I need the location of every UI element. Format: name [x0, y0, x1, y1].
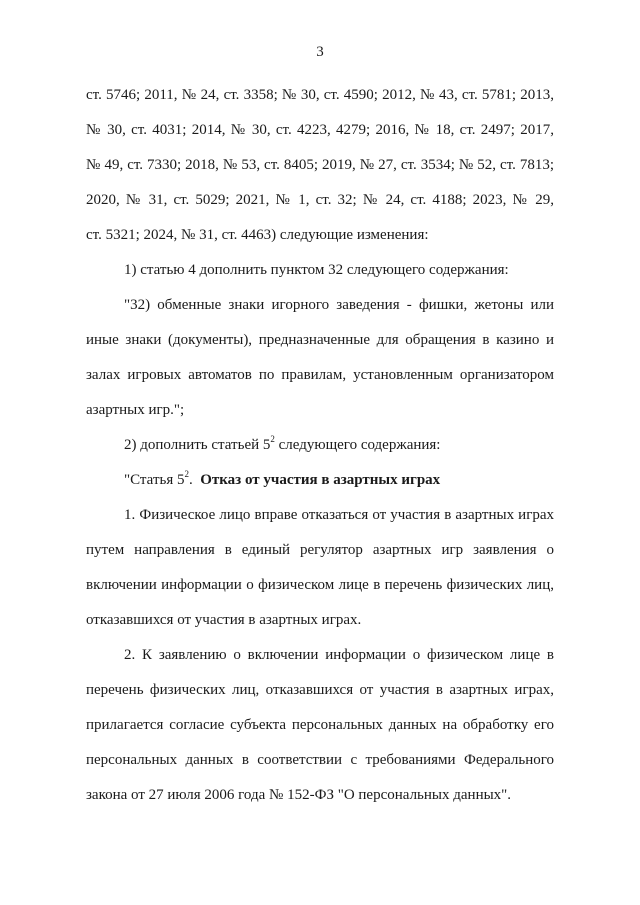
amendment-item-2-sup: 2	[270, 434, 275, 444]
document-body	[86, 78, 554, 813]
amendment-item-2-after: следующего содержания:	[274, 437, 441, 453]
article-title: Отказ от участия в азартных играх	[200, 472, 441, 488]
article-paragraph-1: 1. Физическое лицо вправе отказаться от участия в азартных играх путем направления в единый регулятор азартных игр заявления о включении информации о физическом лице в перечень физических лиц, отказавшихся от участия в азартных играх.	[86, 507, 554, 628]
intro-line-4: 2020, № 31, ст. 5029; 2021, № 1, ст. 32; № 24, ст. 4188; 2023, № 29,	[86, 192, 554, 208]
amendment-item-2	[86, 428, 554, 463]
article-paragraph-2: 2. К заявлению о включении информации о физическом лице в перечень физических лиц, отказавшихся от участия в азартных играх, прилагается согласие субъекта персональных данных на обработку его персональных данных в соответствии с требованиями Федерального закона от 27 июля 2006 года № 152-ФЗ "О персональных данных".	[86, 647, 554, 803]
amendment-item-1-quote: "32) обменные знаки игорного заведения - фишки, жетоны или иные знаки (документы), предназначенные для обращения в казино и залах игровых автоматов по правилам, установленным организатором азартных игр.";	[86, 297, 554, 418]
amendment-item-2-before: 2) дополнить статьей 5	[124, 437, 271, 453]
article-prefix: "Статья 5	[124, 472, 185, 488]
article-dot: .	[188, 472, 193, 488]
article-heading	[86, 463, 554, 498]
page-number: 3	[316, 44, 324, 60]
intro-line-2: № 30, ст. 4031; 2014, № 30, ст. 4223, 4279; 2016, № 18, ст. 2497; 2017,	[86, 122, 554, 138]
intro-line-1: ст. 5746; 2011, № 24, ст. 3358; № 30, ст. 4590; 2012, № 43, ст. 5781; 2013,	[86, 87, 554, 103]
intro-line-5: ст. 5321; 2024, № 31, ст. 4463) следующие изменения:	[86, 227, 429, 243]
article-sup: 2	[184, 469, 189, 479]
amendment-item-1: 1) статью 4 дополнить пунктом 32 следующего содержания:	[124, 262, 509, 278]
intro-line-3: № 49, ст. 7330; 2018, № 53, ст. 8405; 2019, № 27, ст. 3534; № 52, ст. 7813;	[86, 157, 554, 173]
